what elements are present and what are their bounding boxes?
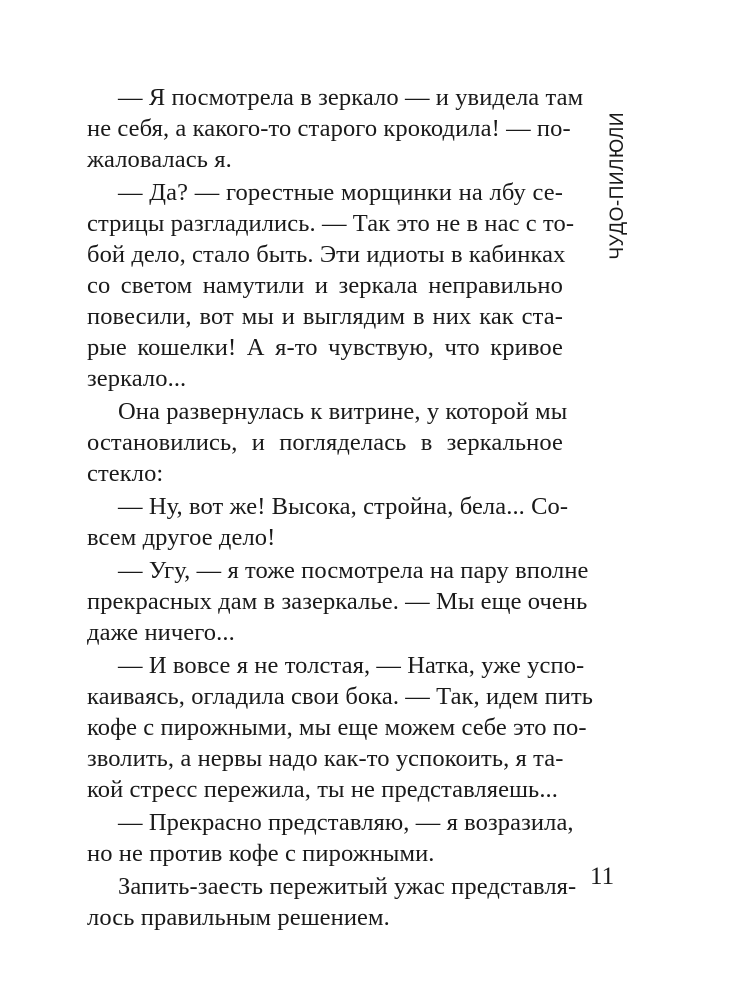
text-line: жаловалась я. [87, 146, 232, 173]
text-line: Она развернулась к витрине, у которой мы [118, 398, 568, 425]
text-line: стекло: [87, 460, 164, 487]
text-line: остановились, и погляделась в зеркальное [87, 429, 563, 456]
text-line: всем другое дело! [87, 524, 276, 551]
text-line: зеркало... [87, 365, 187, 392]
page-number: 11 [590, 863, 615, 890]
text-line: кофе с пирожными, мы еще можем себе это по- [87, 714, 587, 741]
body-text [87, 82, 594, 933]
text-line: повесили, вот мы и выглядим в них как ста- [87, 303, 563, 330]
text-line: — И вовсе я не толстая, — Натка, уже успо- [118, 652, 585, 679]
text-line: зволить, а нервы надо как-то успокоить, я та- [87, 745, 564, 772]
text-line: каиваясь, огладила свои бока. — Так, идем пить [87, 683, 594, 710]
text-line: стрицы разгладились. — Так это не в нас с то- [87, 210, 575, 237]
text-line: — Я посмотрела в зеркало — и увидела там [118, 84, 584, 111]
text-line: — Ну, вот же! Высока, стройна, бела... Со- [118, 493, 569, 520]
text-line: — Угу, — я тоже посмотрела на пару вполне [118, 557, 589, 584]
text-line: — Да? — горестные морщинки на лбу се- [118, 179, 563, 206]
text-line: прекрасных дам в зазеркалье. — Мы еще очень [87, 588, 588, 615]
running-head [600, 96, 636, 276]
text-line: Запить-заесть пережитый ужас представля- [118, 873, 577, 900]
text-line: со светом намутили и зеркала неправильно [87, 272, 563, 299]
text-line: — Прекрасно представляю, — я возразила, [118, 809, 574, 836]
text-line: лось правильным решением. [87, 904, 390, 931]
text-line: бой дело, стало быть. Эти идиоты в кабинках [87, 241, 566, 268]
text-line: не себя, а какого-то старого крокодила! — по- [87, 115, 571, 142]
text-line: даже ничего... [87, 619, 235, 646]
text-line: рые кошелки! А я-то чувствую, что кривое [87, 334, 563, 361]
text-line: кой стресс пережила, ты не представляешь... [87, 776, 558, 803]
running-head-text: ЧУДО-ПИЛЮЛИ [607, 112, 628, 260]
text-line: но не против кофе с пирожными. [87, 840, 435, 867]
